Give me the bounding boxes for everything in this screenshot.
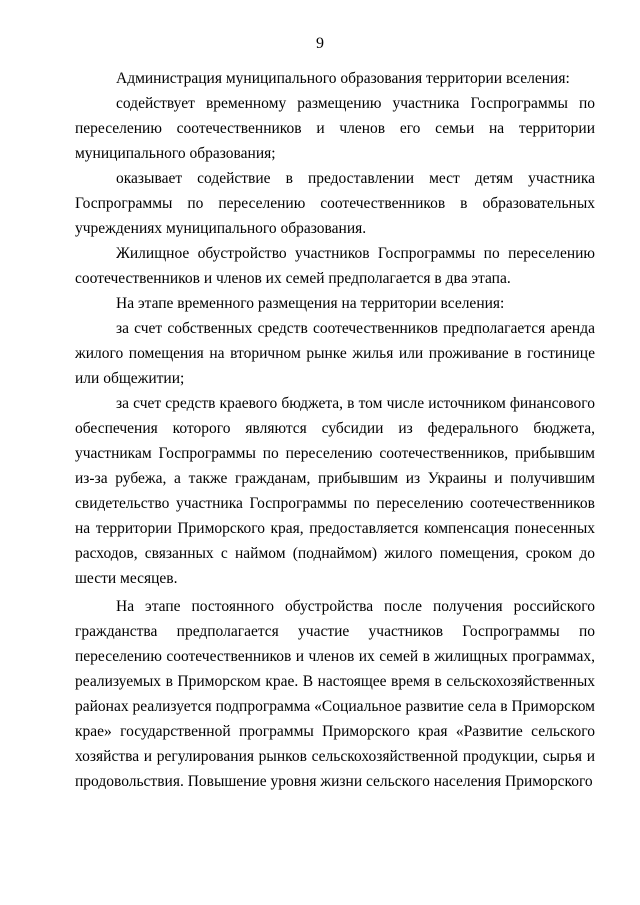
paragraph: оказывает содействие в предоставлении мест детям участника Госпрограммы по переселению соотечественников в образовательных учреждениях муниципального образования. (75, 170, 595, 237)
paragraph: за счет средств краевого бюджета, в том числе источником финансового обеспечения которого являются субсидии из федерального бюджета, участникам Госпрограммы по переселению соотечественников, прибывшим из-за рубежа, а также гражданам, прибывшим из Украины и получившим свидетельство участника Госпрограммы по переселению соотечественников на территории Приморского края, предоставляется компенсация понесенных расходов, связанных с наймом (поднаймом) жилого помещения, сроком до шести месяцев. (75, 395, 595, 587)
paragraph: за счет собственных средств соотечественников предполагается аренда жилого помещения на вторичном рынке жилья или проживание в гостинице или общежитии; (75, 320, 595, 387)
document-body (75, 66, 595, 794)
paragraph: На этапе временного размещения на территории вселения: (116, 295, 505, 312)
paragraph: На этапе постоянного обустройства после получения российского гражданства предполагается участие участников Госпрограммы по переселению соотечественников и членов их семей в жилищных программах, реализуемых в Приморском крае. В настоящее время в сельскохозяйственных районах реализуется подпрограмма «Социальное развитие села в Приморском крае» государственной программы Приморского края «Развитие сельского хозяйства и регулирования рынков сельскохозяйственной продукции, сырья и продовольствия. Повышение уровня жизни сельского населения Приморского (75, 598, 595, 790)
paragraph: Жилищное обустройство участников Госпрограммы по переселению соотечественников и членов их семей предполагается в два этапа. (75, 245, 595, 287)
page-number: 9 (316, 35, 324, 52)
paragraph: содействует временному размещению участника Госпрограммы по переселению соотечественников и членов его семьи на территории муниципального образования; (75, 95, 595, 162)
paragraph: Администрация муниципального образования территории вселения: (116, 70, 570, 87)
